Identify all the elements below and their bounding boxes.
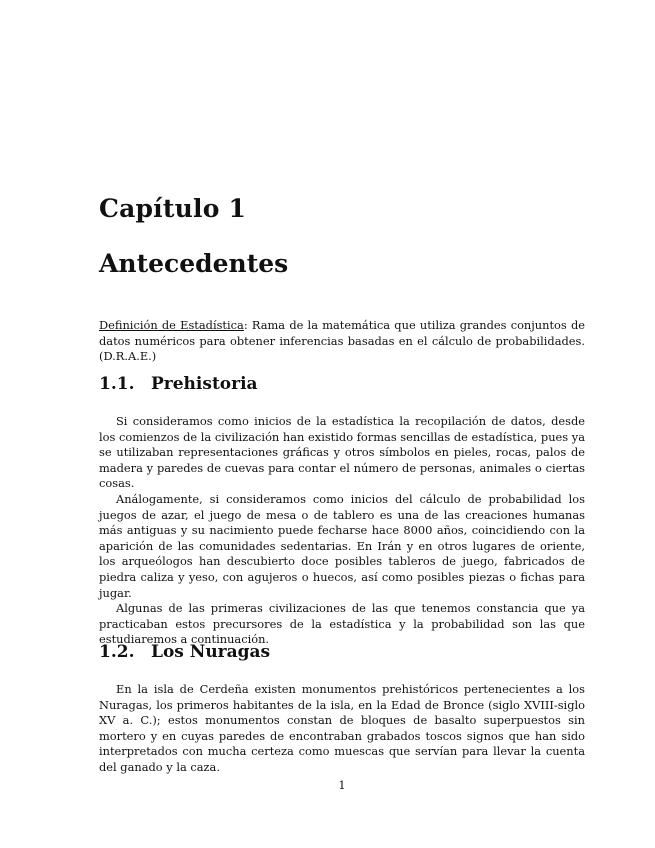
page-number: 1 [338, 778, 346, 792]
paragraph: Algunas de las primeras civilizaciones de las que tenemos constancia que ya practicaban estos precursores de la estadística y la probabilidad son las que estudiaremos a continuación. [99, 601, 585, 647]
chapter-label: Capítulo 1 [99, 194, 247, 223]
paragraph: En la isla de Cerdeña existen monumentos prehistóricos pertenecientes a los Nuragas, los primeros habitantes de la isla, en la Edad de Bronce (siglo XVIII-siglo XV a. C.); estos monumentos constan de bloques de basalto superpuestos sin mortero y en cuyas paredes de encontraban grabados toscos signos que han sido interpretados con mucha certeza como muescas que servían para llevar la cuenta del ganado y la caza. [99, 682, 585, 774]
definition-text: : Rama de la matemática que utiliza grandes conjuntos de datos numéricos para obtener inferencias basadas en el cálculo de probabilidades. (D.R.A.E.) [99, 318, 585, 364]
section-body-los-nuragas [99, 682, 585, 776]
chapter-title: Antecedentes [99, 249, 289, 278]
section-body-prehistoria [99, 414, 585, 648]
section-number: 1.1. [99, 374, 135, 394]
section-heading-prehistoria [99, 374, 258, 394]
paragraph: Si consideramos como inicios de la estadística la recopilación de datos, desde los comienzos de la civilización han existido formas sencillas de estadística, pues ya se utilizaban representaciones gráficas y otros símbolos en pieles, rocas, palos de madera y paredes de cuevas para contar el número de personas, animales o ciertas cosas. [99, 414, 585, 491]
section-title: Los Nuragas [151, 642, 271, 662]
definition-term: Definición de Estadística [99, 318, 244, 332]
paragraph: Análogamente, si consideramos como inicios del cálculo de probabilidad los juegos de azar, el juego de mesa o de tablero es una de las creaciones humanas más antiguas y su nacimiento puede fecharse hace 8000 años, coincidiendo con la aparición de las comunidades sedentarias. En Irán y en otros lugares de oriente, los arqueólogos han descubierto doce posibles tableros de juego, fabricados de piedra caliza y yeso, con agujeros o huecos, así como posibles piezas o fichas para jugar. [99, 491, 585, 600]
section-heading-los-nuragas [99, 642, 270, 662]
section-number: 1.2. [99, 642, 135, 662]
section-title: Prehistoria [151, 374, 258, 394]
definition-paragraph [99, 318, 585, 365]
